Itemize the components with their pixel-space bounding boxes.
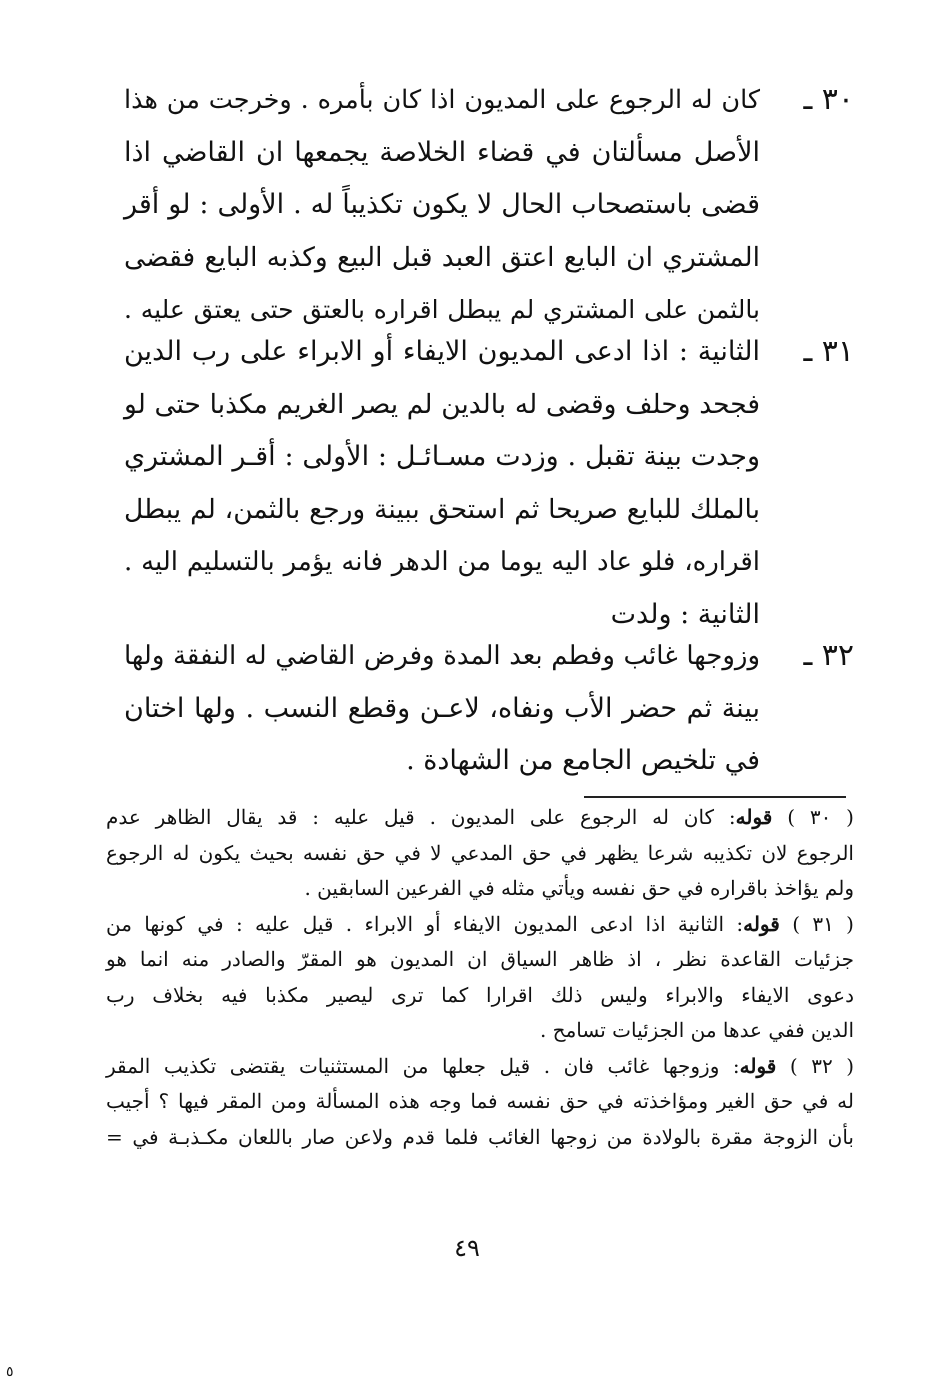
- footnote-line: جزئيات القاعدة نظر ، اذ ظاهر السياق ان المديون هو المقرّ والصادر منه انما هو: [106, 947, 854, 971]
- footnote-line: دعوى الايفاء والابراء وليس ذلك اقرارا كما ترى ليصير مكذبا فيه بخلاف رب: [106, 982, 854, 1007]
- footnote-32: [106, 1049, 854, 1156]
- text-line: فجحد وحلف وقضى له بالدين لم يصر الغريم مكذبا حتى لو: [124, 388, 760, 420]
- text-line: في تلخيص الجامع من الشهادة .: [406, 745, 760, 776]
- footnote-ref: ( ٣٢ ): [789, 1053, 855, 1078]
- text-line: الثانية : ولدت: [610, 598, 760, 630]
- footnote-text: : وزوجها غائب فان . قيل جعلها من المستثنيات يقتضى تكذيب المقر: [106, 1053, 740, 1078]
- footnote-line: [106, 800, 854, 836]
- footnote-ref: ( ٣١ ): [792, 911, 854, 936]
- footnote-separator: [584, 796, 846, 798]
- footnote-label: قوله: [735, 805, 773, 829]
- entry-text: [124, 630, 760, 788]
- entry-number: ٣١ ـ: [803, 334, 854, 369]
- text-line: المشتري ان البايع اعتق العبد قبل البيع وكذبه البايع فقضى: [124, 241, 760, 273]
- footnote-text: : كان له الرجوع على المديون . قيل عليه : قد يقال الظاهر عدم: [106, 805, 736, 829]
- footnote-line: [106, 907, 854, 943]
- text-line: الثانية : اذا ادعى المديون الايفاء أو الابراء على رب الدين: [124, 336, 760, 367]
- entry-text: [124, 74, 760, 337]
- footnote-line: الرجوع لان تكذيبه شرعا يظهر في حق المدعي لا في حق نفسه بحيث يكون له الرجوع: [106, 840, 854, 865]
- text-line: بينة ثم حضر الأب ونفاه، لاعـن وقطع النسب . ولها اختان: [124, 692, 760, 724]
- entry-number: ٣٠ ـ: [803, 82, 854, 117]
- footnote-line: له في حق الغير ومؤاخذته في حق نفسه فما وجه هذه المسألة ومن المقر فيها ؟ أجيب: [106, 1089, 854, 1113]
- text-line: قضى باستصحاب الحال لا يكون تكذيباً له . الأولى : لو أقر: [124, 189, 760, 220]
- text-line: كان له الرجوع على المديون اذا كان بأمره . وخرجت من هذا: [124, 85, 760, 115]
- text-line: وجدت بينة تقبل . وزدت مسـائـل : الأولى : أقـر المشتري: [124, 441, 760, 472]
- footnotes: [106, 800, 854, 1155]
- text-line: اقراره، فلو عاد اليه يوما من الدهر فانه يؤمر بالتسليم اليه .: [124, 547, 760, 577]
- text-line: بالثمن على المشتري لم يبطل اقراره بالعتق حتى يعتق عليه .: [124, 295, 760, 324]
- footnote-line: [106, 1049, 854, 1085]
- footnote-label: قوله: [743, 911, 780, 936]
- text-line: وزوجها غائب وفطم بعد المدة وفرض القاضي له النفقة ولها: [124, 641, 760, 671]
- footnote-ref: ( ٣٠ ): [787, 805, 854, 829]
- footnote-text: : الثانية اذا ادعى المديون الايفاء أو الابراء . قيل عليه : في كونها من: [106, 911, 744, 936]
- footnote-line: الدين ففي عدها من الجزئيات تسامح .: [539, 1018, 854, 1042]
- footnote-line: ولم يؤاخذ باقراره في حق نفسه ويأتي مثله في الفرعين السابقين .: [304, 876, 854, 900]
- footnote-31: [106, 907, 854, 1049]
- entry-text: [124, 326, 760, 641]
- footnote-line: بأن الزوجة مقرة بالولادة من زوجها الغائب فلما قدم ولاعن صار باللعان مكـذبـة في =: [106, 1124, 854, 1149]
- entry-number: ٣٢ ـ: [803, 638, 854, 673]
- page-number: ٤٩: [454, 1234, 480, 1262]
- footnote-30: [106, 800, 854, 907]
- corner-mark: ٥: [6, 1364, 14, 1380]
- text-line: الأصل مسألتان في قضاء الخلاصة يجمعها ان القاضي اذا: [124, 136, 760, 168]
- footnote-label: قوله: [739, 1053, 777, 1078]
- text-line: بالملك للبايع صريحا ثم استحق ببينة ورجع بالثمن، لم يبطل: [124, 493, 760, 525]
